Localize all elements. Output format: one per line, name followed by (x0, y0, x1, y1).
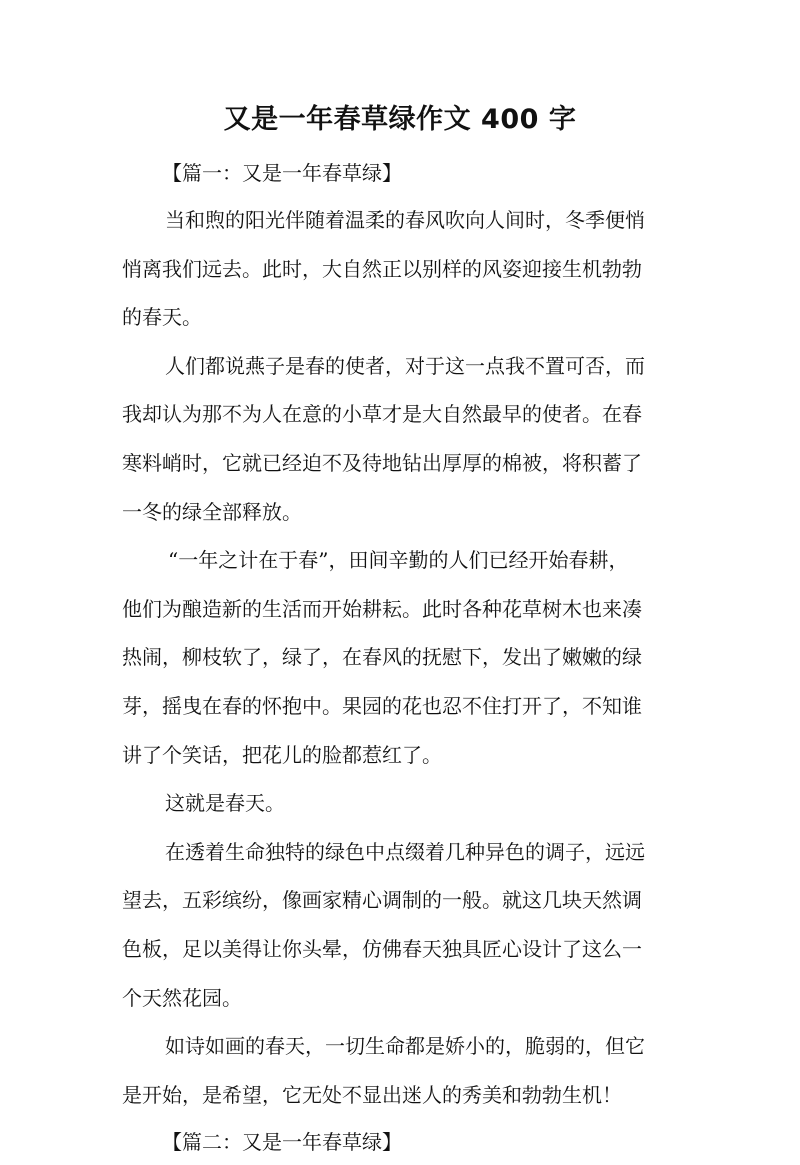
paragraph-5 (122, 828, 684, 1022)
paragraph-1 (122, 196, 684, 342)
paragraph-line: 人们都说燕子是春的使者，对于这一点我不置可否，而 (165, 353, 645, 378)
document-title: 又是一年春草绿作文 400 字 (223, 104, 577, 135)
paragraph-line: 望去，五彩缤纷，像画家精心调制的一般。就这几块天然调 (122, 888, 642, 913)
document-body (122, 150, 684, 1165)
paragraph-line: 个天然花园。 (122, 985, 242, 1010)
paragraph-line: 芽，摇曳在春的怀抱中。果园的花也忍不住打开了，不知谁 (122, 693, 642, 718)
paragraph-2 (122, 342, 684, 536)
paragraph-line: “一年之计在于春”，田间辛勤的人们已经开始春耕， (168, 548, 629, 573)
paragraph-line: 的春天。 (122, 305, 202, 330)
paragraph-line: 如诗如画的春天，一切生命都是娇小的，脆弱的，但它 (165, 1034, 645, 1059)
section-one-heading: 【篇一：又是一年春草绿】 (162, 161, 402, 185)
section-two-heading: 【篇二：又是一年春草绿】 (162, 1130, 402, 1155)
paragraph-line: 他们为酿造新的生活而开始耕耘。此时各种花草树木也来凑 (122, 596, 642, 621)
paragraph-line: 热闹，柳枝软了，绿了，在春风的抚慰下，发出了嫩嫩的绿 (122, 645, 642, 670)
paragraph-4 (122, 779, 684, 828)
paragraph-line: 悄离我们远去。此时，大自然正以别样的风姿迎接生机勃勃 (122, 256, 642, 281)
paragraph-3 (122, 536, 684, 779)
paragraph-line: 讲了个笑话，把花儿的脸都惹红了。 (122, 742, 442, 767)
paragraph-6 (122, 1022, 684, 1119)
paragraph-line: 我却认为那不为人在意的小草才是大自然最早的使者。在春 (122, 402, 642, 427)
paragraph-line: 一冬的绿全部释放。 (122, 499, 302, 524)
paragraph-line: 寒料峭时，它就已经迫不及待地钻出厚厚的棉被，将积蓄了 (122, 450, 642, 475)
paragraph-line: 这就是春天。 (165, 791, 285, 816)
paragraph-line: 是开始，是希望，它无处不显出迷人的秀美和勃勃生机！ (122, 1082, 622, 1107)
paragraph-line: 在透着生命独特的绿色中点缀着几种异色的调子，远远 (165, 839, 645, 864)
paragraph-line: 当和煦的阳光伴随着温柔的春风吹向人间时，冬季便悄 (165, 208, 645, 232)
paragraph-line: 色板，足以美得让你头晕，仿佛春天独具匠心设计了这么一 (122, 936, 642, 961)
